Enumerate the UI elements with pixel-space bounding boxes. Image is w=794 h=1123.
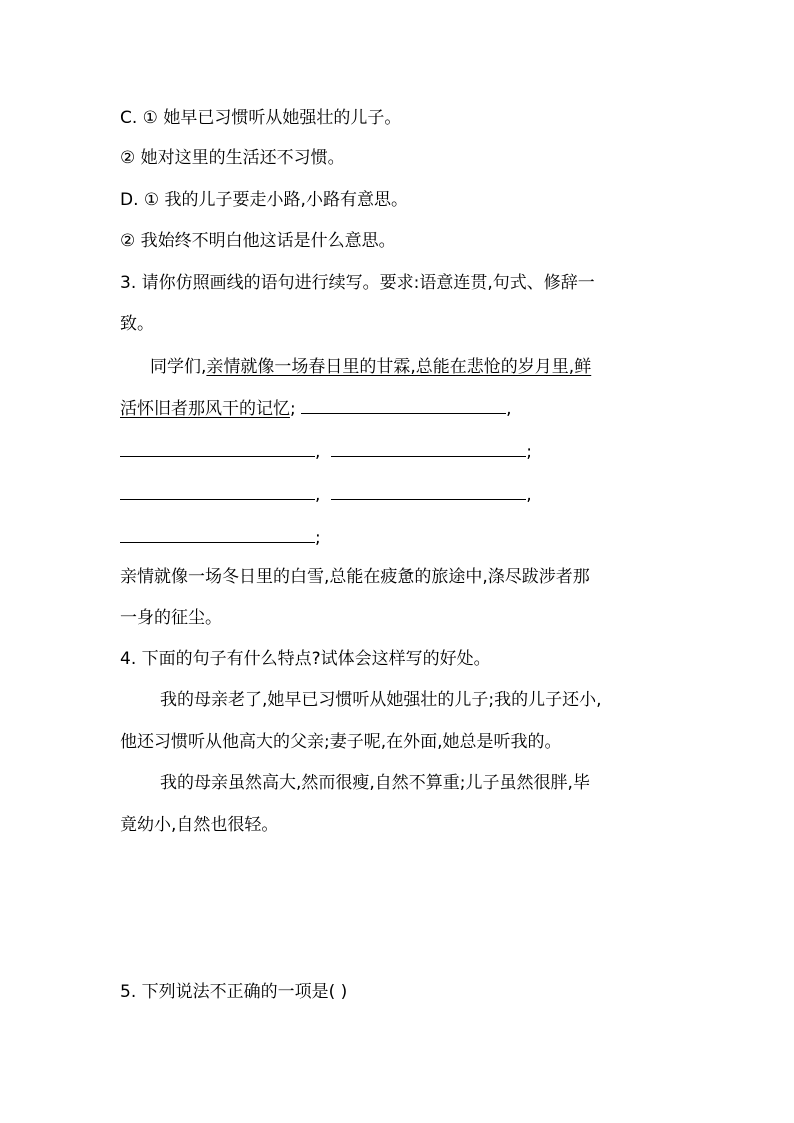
example-underlined-2: 活怀旧者那风干的记忆 <box>120 399 290 419</box>
passage-2-line1: 我的母亲虽然高大,然而很瘦,自然不算重;儿子虽然很胖,毕 <box>160 773 590 793</box>
answer-blank-3[interactable] <box>331 440 526 457</box>
blank-row-3 <box>120 526 680 548</box>
answer-blank-6[interactable] <box>120 526 315 543</box>
blank-row-1-comma: , <box>315 442 321 462</box>
passage-2-line2: 竟幼小,自然也很轻。 <box>120 815 279 835</box>
answer-blank-4[interactable] <box>120 483 315 500</box>
option-d-2: ② 我始终不明白他这话是什么意思。 <box>120 231 396 251</box>
option-c-1: C. ① 她早已习惯听从她强壮的儿子。 <box>120 108 402 128</box>
example-sentence-2-line2: 一身的征尘。 <box>120 608 222 628</box>
blank-row-2-comma: , <box>315 485 321 505</box>
blank-row-1-semicolon: ; <box>526 442 532 462</box>
option-d-1: D. ① 我的儿子要走小路,小路有意思。 <box>120 190 408 210</box>
blank-row-2-tail: , <box>526 485 532 505</box>
answer-blank-5[interactable] <box>331 483 526 500</box>
passage-1-line2: 他还习惯听从他高大的父亲;妻子呢,在外面,她总是听我的。 <box>120 732 562 752</box>
blank-1-comma: , <box>506 399 512 419</box>
example-sentence-line2 <box>120 397 680 419</box>
question-4-prompt: 4. 下面的句子有什么特点?试体会这样写的好处。 <box>120 649 491 669</box>
answer-blank-1[interactable] <box>301 397 506 414</box>
question-3-prompt-cont: 致。 <box>120 314 154 334</box>
example-underlined-1: 亲情就像一场春日里的甘霖,总能在悲怆的岁月里,鲜 <box>206 357 592 377</box>
blank-row-3-semicolon: ; <box>315 528 321 548</box>
example-prefix: 同学们, <box>150 357 207 377</box>
question-5-prompt: 5. 下列说法不正确的一项是( ) <box>120 982 348 1002</box>
blank-row-1 <box>120 440 680 462</box>
passage-1-line1: 我的母亲老了,她早已习惯听从她强壮的儿子;我的儿子还小, <box>160 690 602 710</box>
answer-blank-2[interactable] <box>120 440 315 457</box>
question-3-prompt: 3. 请你仿照画线的语句进行续写。要求:语意连贯,句式、修辞一 <box>120 273 595 293</box>
example-sentence-line1 <box>150 357 710 377</box>
example-sentence-2-line1: 亲情就像一场冬日里的白雪,总能在疲惫的旅途中,涤尽跋涉者那 <box>120 567 590 587</box>
option-c-2: ② 她对这里的生活还不习惯。 <box>120 148 345 168</box>
blank-row-2 <box>120 483 680 505</box>
example-semicolon: ; <box>290 399 302 419</box>
